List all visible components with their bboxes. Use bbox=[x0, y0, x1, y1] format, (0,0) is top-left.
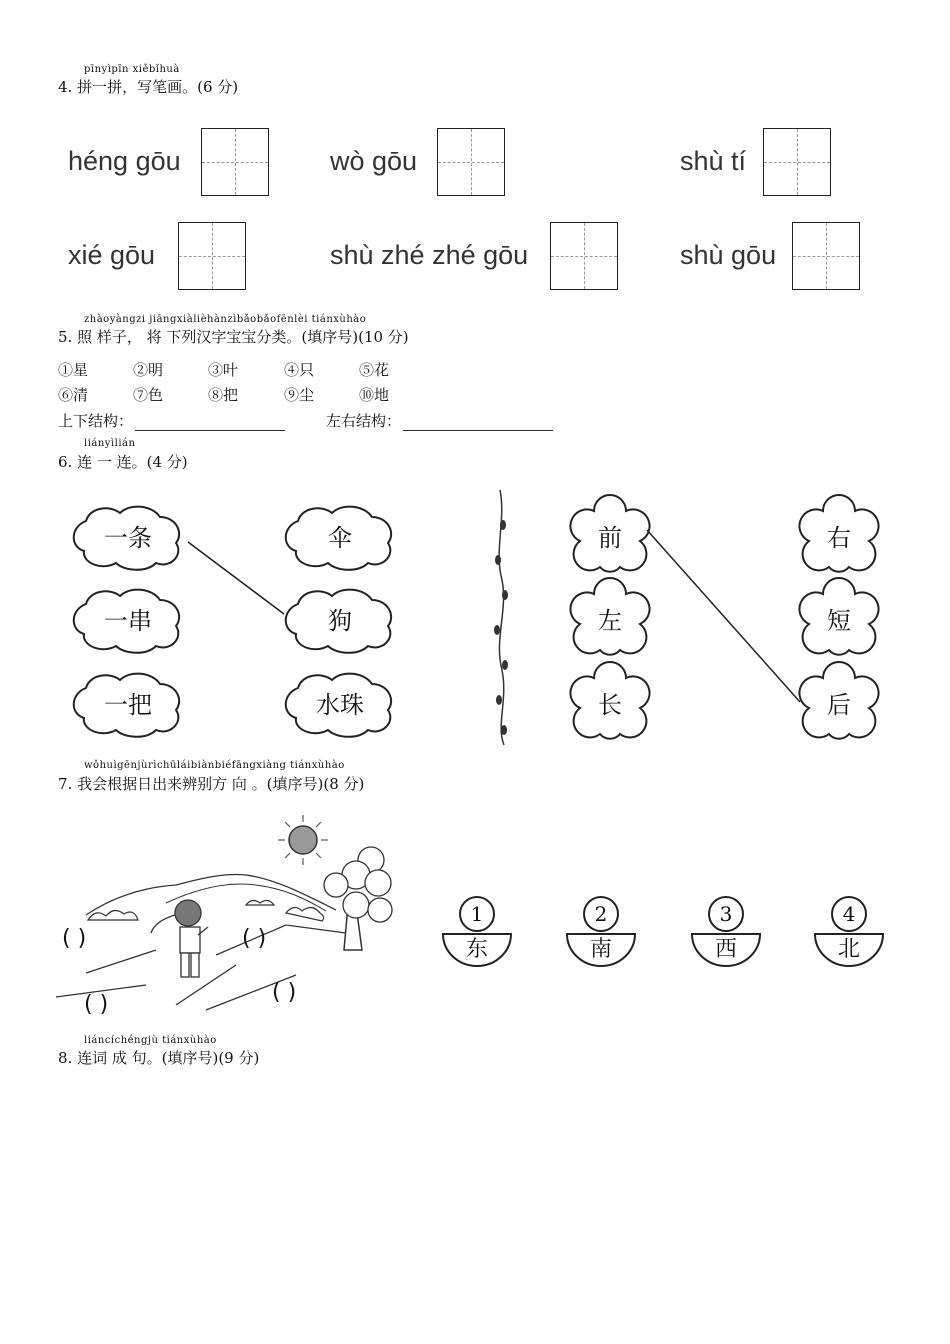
answer-paren[interactable]: ( ) bbox=[84, 992, 109, 1017]
stroke-label-wo-gou: wò gōu bbox=[330, 146, 418, 176]
direction-cards bbox=[430, 890, 900, 980]
left-right-label: 左右结构： bbox=[326, 412, 402, 430]
tian-grid-box[interactable] bbox=[550, 222, 618, 290]
option-item: ⑩地 bbox=[359, 386, 390, 404]
flower-text: 后 bbox=[827, 691, 851, 719]
top-bottom-answer-blank[interactable] bbox=[135, 416, 285, 431]
tian-grid-box[interactable] bbox=[178, 222, 246, 290]
stroke-label-heng-gou: héng gōu bbox=[68, 146, 181, 176]
tian-grid-box[interactable] bbox=[792, 222, 860, 290]
cloud-text: 水珠 bbox=[316, 691, 364, 719]
q7-number: 7. bbox=[58, 775, 73, 793]
top-bottom-structure-row bbox=[58, 410, 285, 431]
answer-paren[interactable]: ( ) bbox=[242, 926, 267, 951]
q4-number: 4. bbox=[58, 78, 73, 96]
flower-text: 长 bbox=[598, 691, 622, 719]
q7-heading bbox=[58, 773, 364, 794]
q6-number: 6. bbox=[58, 453, 73, 471]
q8-title: 连词 成 句。(填序号)(9 分) bbox=[77, 1049, 260, 1067]
answer-paren[interactable]: ( ) bbox=[62, 926, 87, 951]
q5-pinyin: zhàoyàngzi jiāngxiàlièhànzìbǎobǎofēnlèi tiánxùhào bbox=[84, 314, 367, 325]
stroke-label-xie-gou: xié gōu bbox=[68, 240, 156, 270]
example-link-line bbox=[647, 530, 800, 702]
vine-divider bbox=[494, 490, 508, 745]
q4-pinyin: pīnyìpīn xiěbǐhuà bbox=[84, 64, 180, 75]
q5-title: 照 样子， 将 下列汉字宝宝分类。(填序号)(10 分) bbox=[77, 328, 409, 346]
example-link-line bbox=[188, 542, 284, 614]
option-item: ⑨尘 bbox=[284, 386, 315, 404]
tian-grid-box[interactable] bbox=[437, 128, 505, 196]
flower-text: 前 bbox=[598, 524, 622, 552]
direction-number: 4 bbox=[842, 902, 856, 926]
flower-text: 右 bbox=[827, 524, 851, 552]
stroke-label-shu-zhe-zhe-gou: shù zhé zhé gōu bbox=[330, 240, 529, 270]
tian-grid-box[interactable] bbox=[201, 128, 269, 196]
cloud-text: 狗 bbox=[328, 607, 352, 635]
option-item: ②明 bbox=[133, 361, 164, 379]
tree-icon bbox=[324, 847, 392, 950]
direction-char: 北 bbox=[837, 937, 861, 962]
flower-text: 左 bbox=[598, 607, 622, 635]
option-item: ③叶 bbox=[208, 361, 239, 379]
q5-heading bbox=[58, 326, 409, 347]
option-item: ⑤花 bbox=[359, 361, 390, 379]
cloud-text: 一把 bbox=[104, 691, 152, 719]
q6-title: 连 一 连。(4 分) bbox=[77, 453, 188, 471]
q6-heading bbox=[58, 451, 188, 472]
girl-figure-icon bbox=[151, 900, 208, 977]
cloud-text: 一条 bbox=[104, 524, 152, 552]
q4-title: 拼一拼，写笔画。(6 分) bbox=[77, 78, 239, 96]
left-right-answer-blank[interactable] bbox=[403, 416, 553, 431]
q5-number: 5. bbox=[58, 328, 73, 346]
option-item: ①星 bbox=[58, 361, 89, 379]
q8-number: 8. bbox=[58, 1049, 73, 1067]
q8-heading bbox=[58, 1047, 259, 1068]
option-item: ④只 bbox=[284, 361, 315, 379]
sun-icon bbox=[278, 815, 328, 865]
cloud-text: 伞 bbox=[328, 524, 352, 552]
q8-pinyin: liáncíchéngjù tiánxùhào bbox=[84, 1035, 217, 1046]
q7-title: 我会根据日出来辨别方 向 。(填序号)(8 分) bbox=[77, 775, 365, 793]
direction-number: 2 bbox=[594, 902, 608, 926]
q6-pinyin: liányìlián bbox=[84, 438, 136, 449]
direction-char: 西 bbox=[714, 937, 738, 962]
direction-number: 1 bbox=[470, 902, 484, 926]
left-right-structure-row bbox=[326, 410, 553, 431]
matching-area bbox=[0, 480, 950, 755]
tian-grid-box[interactable] bbox=[763, 128, 831, 196]
option-item: ⑧把 bbox=[208, 386, 239, 404]
direction-char: 南 bbox=[589, 937, 613, 962]
stroke-label-shu-gou: shù gōu bbox=[680, 240, 777, 270]
option-item: ⑦色 bbox=[133, 386, 164, 404]
direction-number: 3 bbox=[719, 902, 733, 926]
q7-pinyin: wǒhuìgēnjùrìchūláibiànbiéfāngxiàng tiánxùhào bbox=[84, 760, 345, 771]
direction-char: 东 bbox=[465, 937, 489, 962]
answer-paren[interactable]: ( ) bbox=[272, 980, 297, 1005]
flower-text: 短 bbox=[827, 607, 851, 635]
top-bottom-label: 上下结构： bbox=[58, 412, 134, 430]
cloud-text: 一串 bbox=[104, 607, 152, 635]
q4-heading bbox=[58, 76, 238, 97]
stroke-label-shu-ti: shù tí bbox=[680, 146, 747, 176]
option-item: ⑥清 bbox=[58, 386, 89, 404]
